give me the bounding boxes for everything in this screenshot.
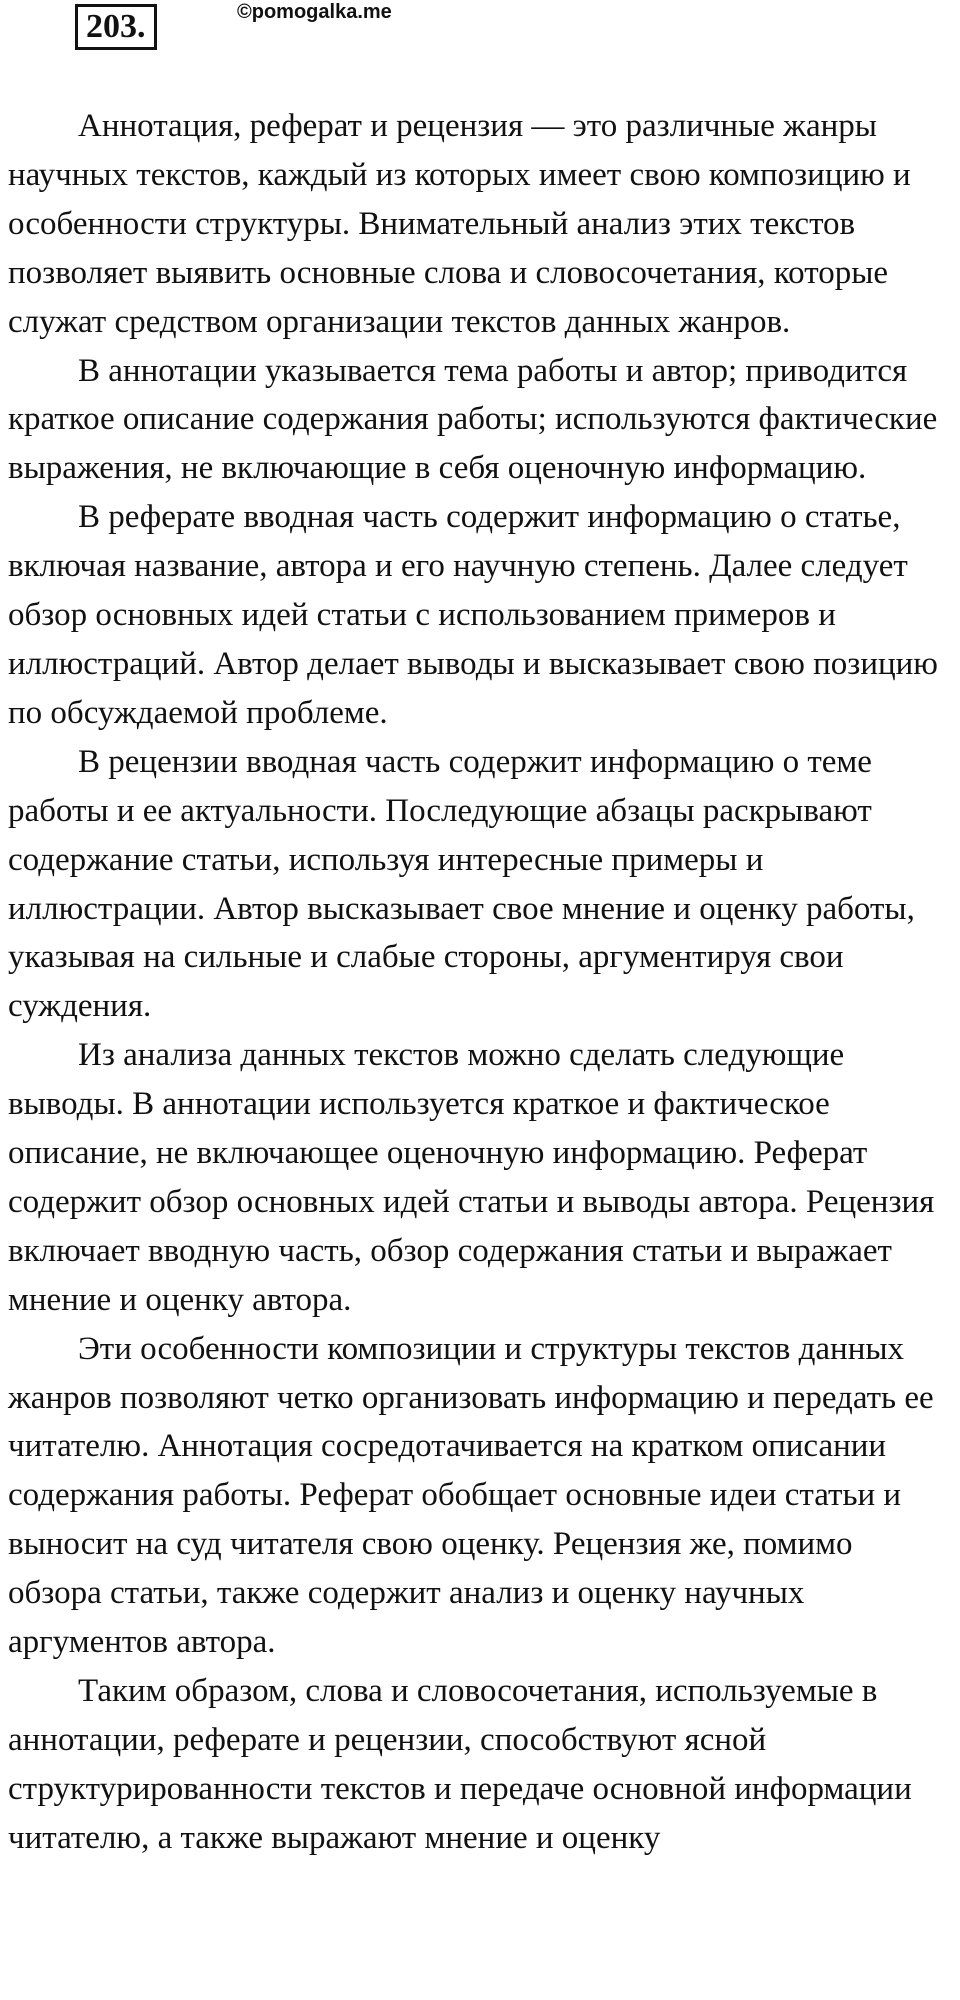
paragraph-5: Из анализа данных текстов можно сделать следующие выводы. В аннотации используется краткое и фактическое описание, не включающее оценочную информацию. Реферат содержит обзор основных идей статьи и выводы автора. Рецензия включает вводную часть, обзор содержания статьи и выражает мнение и оценку автора. — [8, 1037, 935, 1318]
paragraph-4: В рецензии вводная часть содержит информацию о теме работы и ее актуальности. Последующие абзацы раскрывают содержание статьи, используя интересные примеры и иллюстрации. Автор высказывает свое мнение и оценку работы, указывая на сильные и слабые стороны, аргументируя свои суждения. — [8, 743, 915, 1025]
page-header — [0, 0, 960, 70]
watermark: ©pomogalka.me — [237, 1, 392, 23]
answer-text — [8, 102, 953, 1863]
paragraph-1: Аннотация, реферат и рецензия — это различные жанры научных текстов, каждый из которых имеет свою композицию и особенности структуры. Внимательный анализ этих текстов позволяет выявить основные слова и словосочетания, которые служат средством организации текстов данных жанров. — [8, 108, 911, 340]
paragraph-3: В реферате вводная часть содержит информацию о статье, включая название, автора и его научную степень. Далее следует обзор основных идей статьи с использованием примеров и иллюстраций. Автор делает выводы и высказывает свою позицию по обсуждаемой проблеме. — [8, 499, 938, 731]
paragraph-2: В аннотации указывается тема работы и автор; приводится краткое описание содержания работы; используются фактические выражения, не включающие в себя оценочную информацию. — [8, 352, 938, 487]
task-number: 203. — [75, 4, 157, 50]
paragraph-7: Таким образом, слова и словосочетания, используемые в аннотации, реферате и рецензии, способствуют ясной структурированности текстов и передаче основной информации читателю, а также выражают мнение и оценку — [8, 1673, 912, 1856]
paragraph-6: Эти особенности композиции и структуры текстов данных жанров позволяют четко организовать информацию и передать ее читателю. Аннотация сосредотачивается на кратком описании содержания работы. Реферат обобщает основные идеи статьи и выносит на суд читателя свою оценку. Рецензия же, помимо обзора статьи, также содержит анализ и оценку научных аргументов автора. — [8, 1330, 934, 1661]
